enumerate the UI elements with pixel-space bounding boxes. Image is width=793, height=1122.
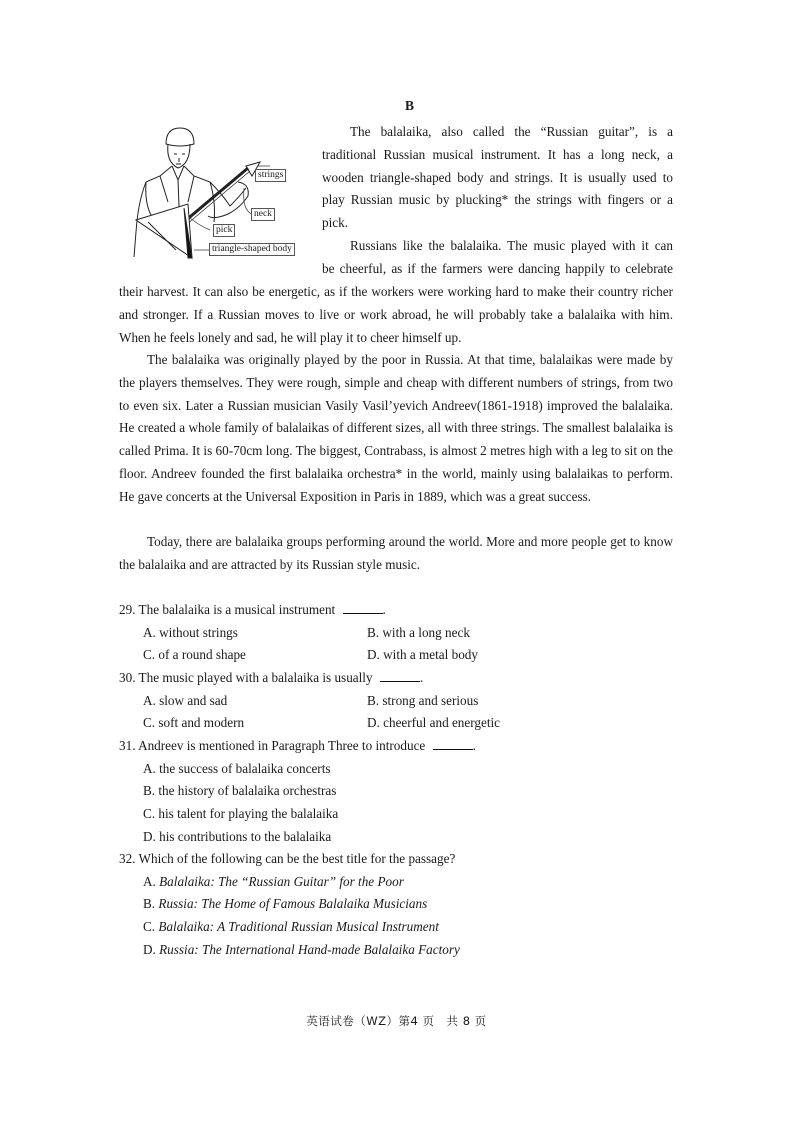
question-stem: 29. The balalaika is a musical instrument . (119, 602, 386, 617)
question-stem: 30. The music played with a balalaika is usually . (119, 670, 424, 685)
paragraph-line: wooden triangle-shaped body and strings. It is usually used to (322, 169, 673, 185)
answer-blank (433, 737, 473, 750)
option-b[interactable]: B. with a long neck (367, 624, 470, 640)
paragraph-2-rest: their harvest. It can also be energetic, as if the workers were working hard to make their country richer and stronger. If a Russian moves to live or work abroad, he will probably take a balalaika with him. When he feels lonely and sad, he will play it to cheer himself up. (119, 284, 673, 345)
paragraph-line: pick. (322, 215, 349, 231)
paragraph-4: Today, there are balalaika groups performing around the world. More and more people get to know the balalaika and are attracted by its Russian style music. (119, 534, 673, 572)
paragraph-line: be cheerful, as if the farmers were dancing happily to celebrate (322, 260, 673, 276)
option-d[interactable]: D. Russia: The International Hand-made Balalaika Factory (143, 941, 460, 957)
option-b[interactable]: B. strong and serious (367, 692, 479, 708)
paragraph-1 (322, 121, 673, 235)
option-c[interactable]: C. of a round shape (143, 647, 246, 663)
question-29 (119, 599, 673, 667)
option-c[interactable]: C. Balalaika: A Traditional Russian Musical Instrument (143, 919, 439, 935)
balalaika-illustration (118, 122, 318, 262)
option-a[interactable]: A. without strings (143, 624, 238, 640)
option-d[interactable]: D. cheerful and energetic (367, 715, 501, 731)
question-stem: 32. Which of the following can be the best title for the passage? (119, 851, 456, 866)
question-31 (119, 735, 673, 849)
page-footer: 英语试卷（WZ）第4 页 共 8 页 (306, 1014, 487, 1028)
paragraph-line: The balalaika, also called the “Russian guitar”, is a (350, 124, 673, 139)
option-a[interactable]: A. the success of balalaika concerts (143, 760, 331, 776)
paragraph-2-start (322, 235, 673, 281)
question-32 (119, 848, 673, 962)
label-strings: strings (255, 169, 286, 182)
paragraph-3: The balalaika was originally played by the poor in Russia. At that time, balalaikas were made by the players themselves. They were rough, simple and cheap with different numbers of strings, from two to even six. Later a Russian musician Vasily Vasil’yevich Andreev(1861-1918) improved the balalaika. He created a whole family of balalaikas of different sizes, all with three strings. The smallest balalaika is called Prima. It is 60-70cm long. The biggest, Contrabass, is almost 2 metres high with a leg to sit on the floor. Andreev founded the first balalaika orchestra* in the world, mainly using balalaikas to perform. He gave concerts at the Universal Exposition in Paris in 1889, which was a great success. (119, 352, 673, 504)
answer-blank (343, 601, 383, 614)
question-stem: 31. Andreev is mentioned in Paragraph Three to introduce . (119, 738, 476, 753)
option-c[interactable]: C. soft and modern (143, 715, 245, 731)
section-heading: B (404, 98, 414, 113)
label-pick: pick (213, 224, 235, 237)
paragraph-line: traditional Russian musical instrument. It has a long neck, a (322, 146, 673, 162)
option-d[interactable]: D. with a metal body (367, 647, 478, 663)
option-a[interactable]: A. slow and sad (143, 692, 228, 708)
option-c[interactable]: C. his talent for playing the balalaika (143, 806, 339, 822)
balalaika-player-drawing (118, 122, 318, 262)
paragraph-line: Russians like the balalaika. The music played with it can (350, 238, 673, 253)
label-neck: neck (251, 208, 275, 221)
label-triangle-shaped-body: triangle-shaped body (209, 243, 295, 256)
option-b[interactable]: B. the history of balalaika orchestras (143, 783, 337, 799)
option-d[interactable]: D. his contributions to the balalaika (143, 828, 332, 844)
question-30 (119, 667, 673, 735)
option-b[interactable]: B. Russia: The Home of Famous Balalaika Musicians (143, 896, 428, 912)
paragraph-line: play Russian music by plucking* the strings with fingers or a (322, 192, 673, 208)
option-a[interactable]: A. Balalaika: The “Russian Guitar” for the Poor (143, 873, 404, 889)
answer-blank (380, 669, 420, 682)
